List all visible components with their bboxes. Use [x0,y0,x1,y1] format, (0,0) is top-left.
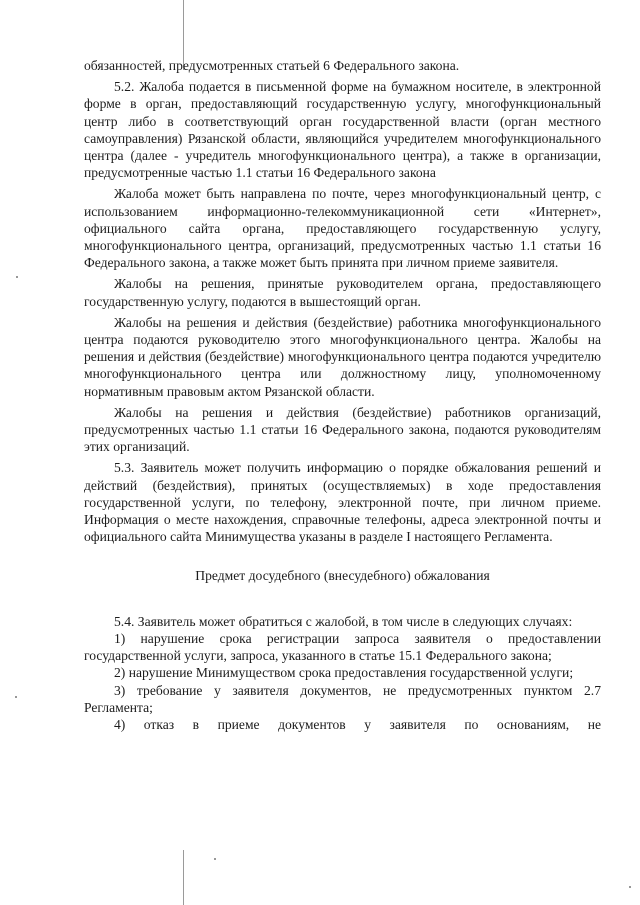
scan-speck [16,276,18,278]
scan-speck [15,696,17,698]
scan-speck [629,886,631,888]
paragraph: Жалобы на решения и действия (бездействие) работника многофункционального центра подаются руководителю этого многофункционального центра. Жалобы на решения и действия (бездействие) многофункционального центра подаются учредителю многофункционального центра или должностному лицу, уполномоченному нормативным правовым актом Рязанской области. [84,314,601,399]
paragraph: Жалобы на решения, принятые руководителем органа, предоставляющего государственную услугу, подаются в вышестоящий орган. [84,276,601,309]
paragraph: 5.4. Заявитель может обратиться с жалобой, в том числе в следующих случаях: [114,613,573,629]
paragraph: Жалоба может быть направлена по почте, через многофункциональный центр, с использованием информационно-телекоммуникационной сети «Интернет», официального сайта органа, предоставляющего государственную услугу, многофункционального центра, организаций, предусмотренных частью 1.1 статьи 16 Федерального закона, а также может быть принята при личном приеме заявителя. [84,186,601,271]
paragraph: 1) нарушение срока регистрации запроса заявителя о предоставлении государственной услуги, запроса, указанного в статье 15.1 Федерального закона; [84,630,601,664]
paragraph: 5.2. Жалоба подается в письменной форме на бумажном носителе, в электронной форме в орган, предоставляющий государственную услугу, многофункциональный центр либо в соответствующий орган государственной власти (орган местного самоуправления) Рязанской области, являющийся учредителем многофункционального центра (далее - учредитель многофункционального центра), а также в организации, предусмотренные частью 1.1 статьи 16 Федерального закона [84,79,601,181]
paragraph: 4) отказ в приеме документов у заявителя по основаниям, не [114,716,601,732]
paragraph: Жалобы на решения и действия (бездействие) работников организаций, предусмотренных частью 1.1 статьи 16 Федерального закона, подаются руководителям этих организаций. [84,404,601,455]
section-heading: Предмет досудебного (внесудебного) обжалования [195,568,490,584]
paragraph: 2) нарушение Минимуществом срока предоставления государственной услуги; [114,665,574,681]
paragraph: 3) требование у заявителя документов, не предусмотренных пунктом 2.7 Регламента; [84,682,601,715]
paragraph: 5.3. Заявитель может получить информацию о порядке обжалования решений и действий (бездействия), принятых (осуществляемых) в ходе предоставления государственной услуги, по телефону, электронной почте, при личном приеме. Информация о месте нахождения, справочные телефоны, адреса электронной почты и официального сайта Минимущества указаны в разделе I настоящего Регламента. [84,460,601,545]
scan-fold-line [183,850,184,905]
document-body [84,57,601,733]
scan-speck [214,858,216,860]
paragraph: обязанностей, предусмотренных статьей 6 Федерального закона. [84,58,460,73]
